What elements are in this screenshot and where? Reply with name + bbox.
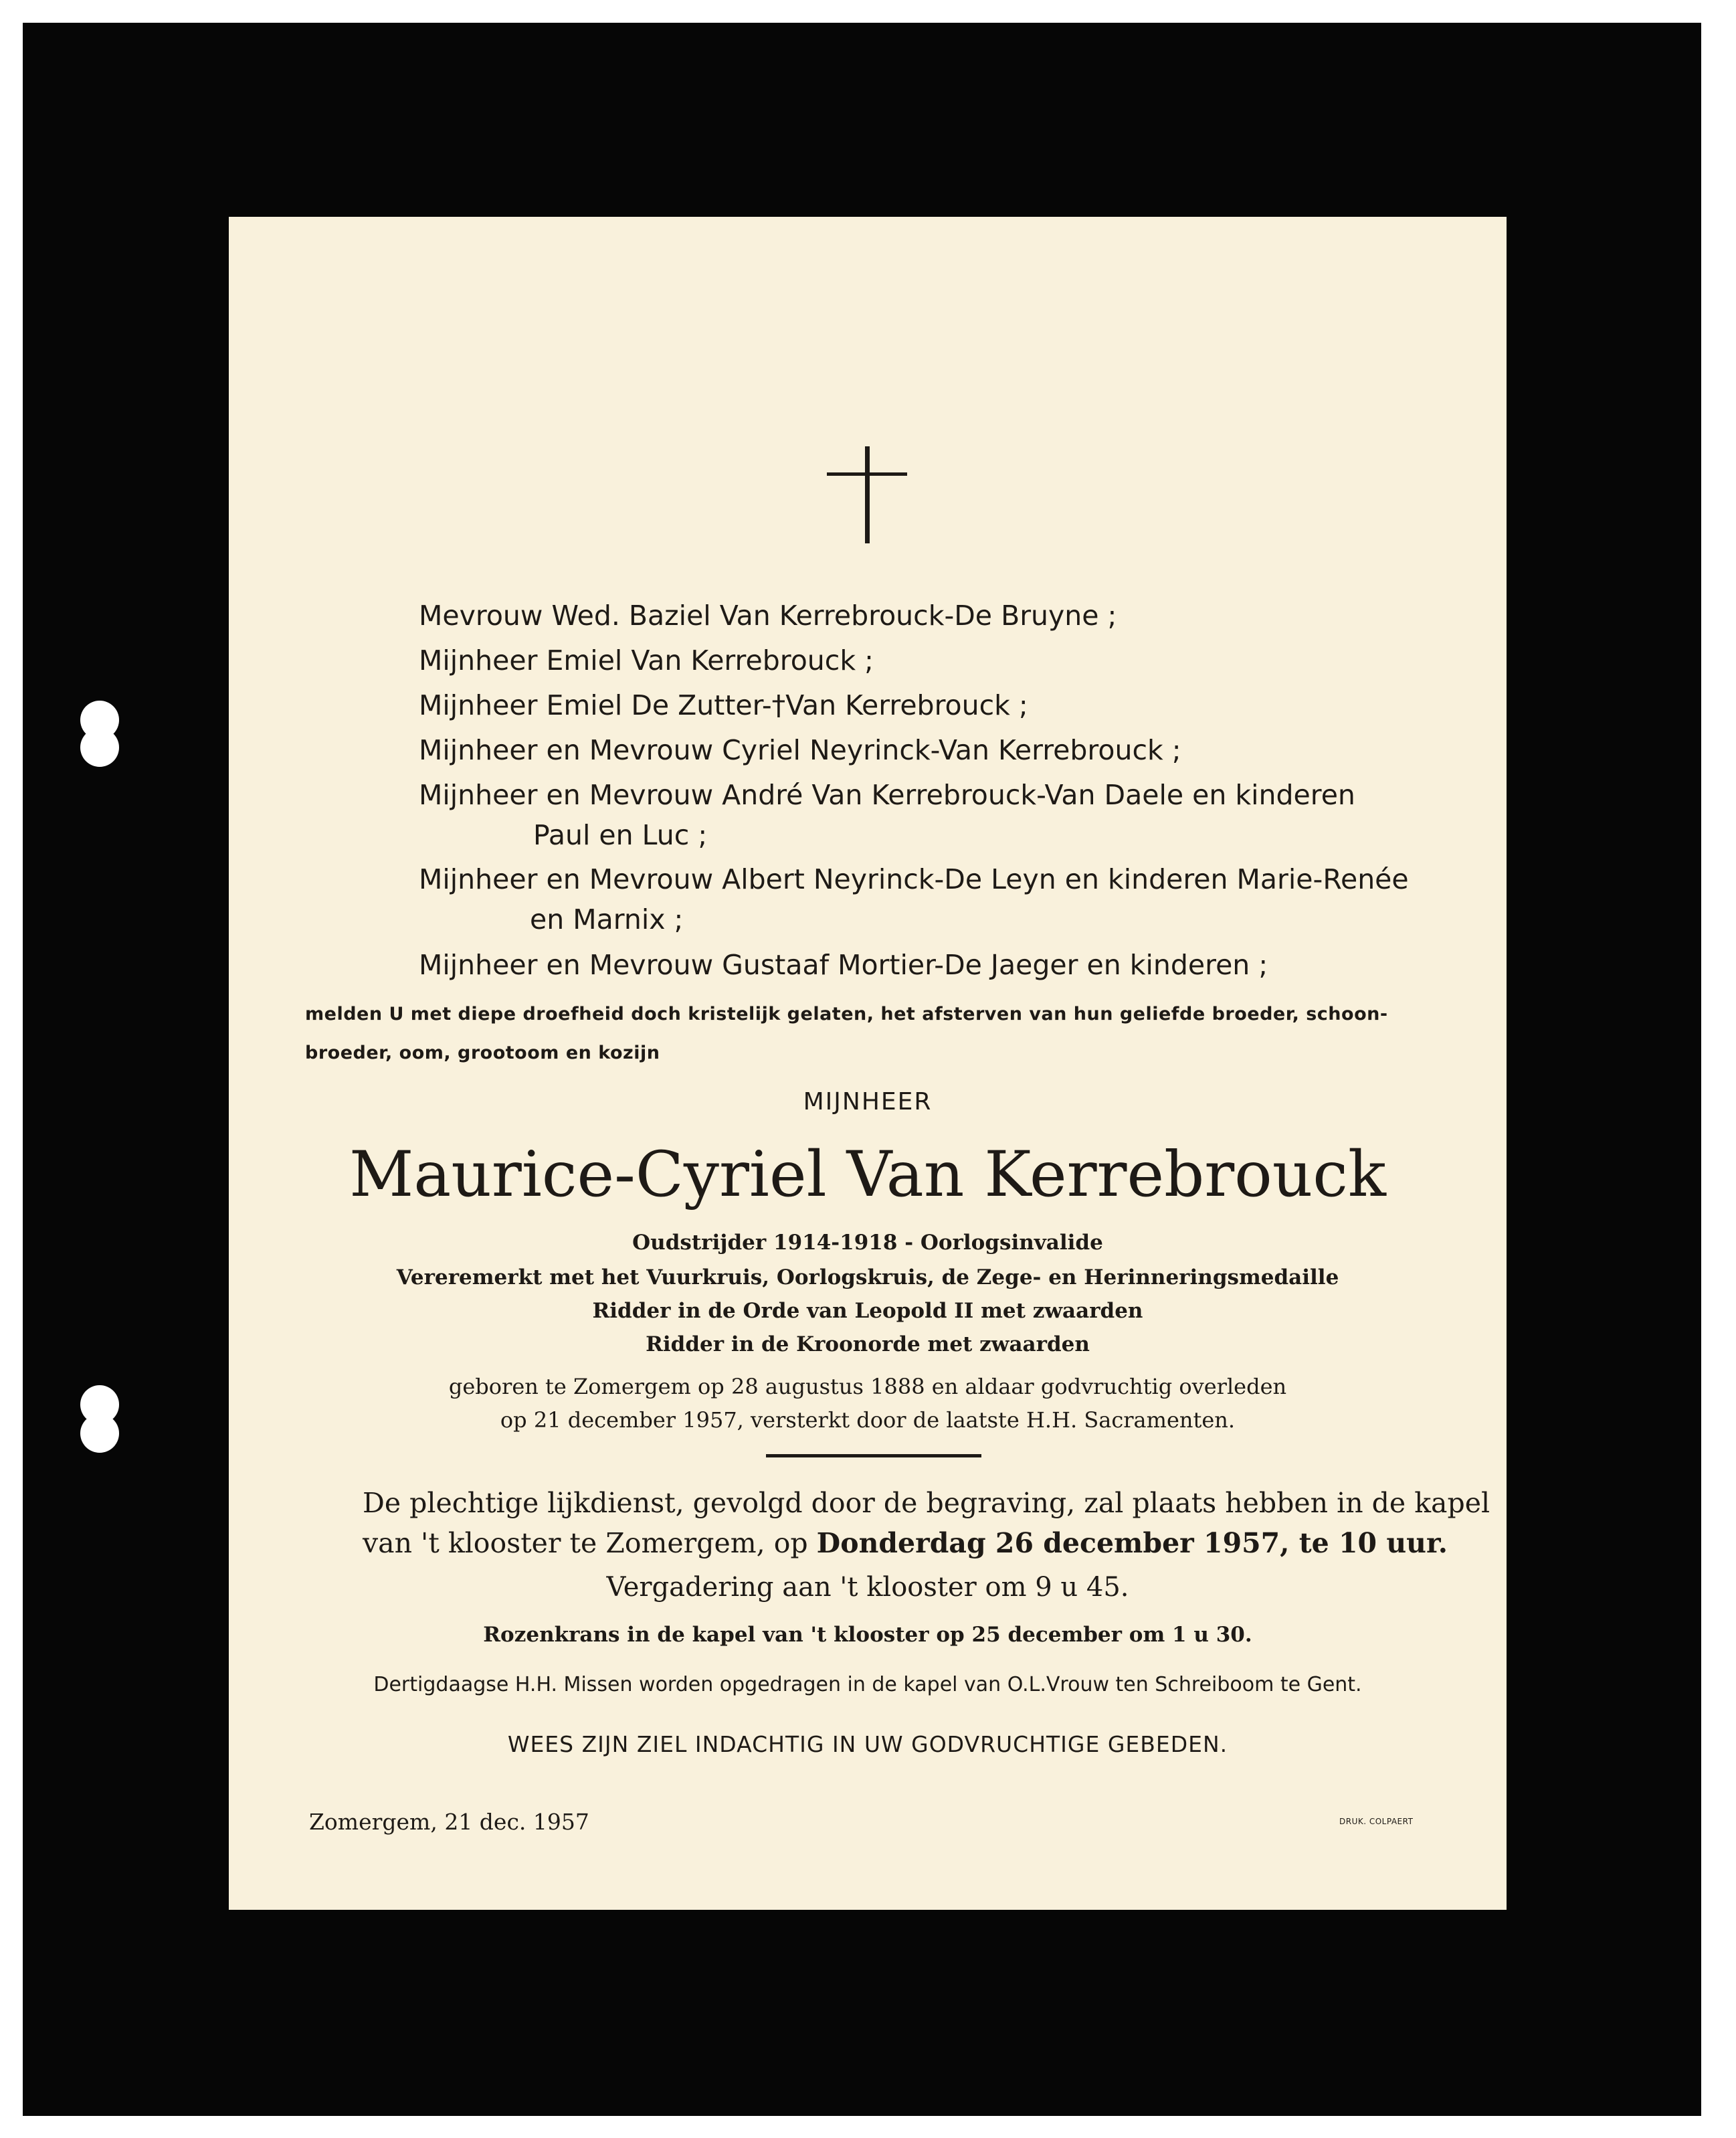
service-line: De plechtige lijkdienst, gevolgd door de begraving, zal plaats hebben in de kapel [363,1487,1490,1519]
title-line: Ridder in de Orde van Leopold II met zwaarden [592,1299,1143,1323]
place-date: Zomergem, 21 dec. 1957 [309,1809,589,1835]
divider-rule [766,1454,981,1457]
service-date-time: Donderdag 26 december 1957, te 10 uur. [816,1527,1448,1559]
service-line-start: van 't klooster te Zomergem, op [363,1527,817,1559]
punch-hole [80,1414,119,1453]
family-line-continued: en Marnix ; [530,903,684,936]
family-line: Mevrouw Wed. Baziel Van Kerrebrouck-De Bruyne ; [419,600,1117,632]
title-line: Vereremerkt met het Vuurkruis, Oorlogskruis, de Zege- en Herinneringsmedaille [396,1265,1339,1289]
title-line: Ridder in de Kroonorde met zwaarden [646,1332,1090,1356]
prayer-request: WEES ZIJN ZIEL INDACHTIG IN UW GODVRUCHTIGE GEBEDEN. [507,1731,1228,1757]
masses-notice: Dertigdaagse H.H. Missen worden opgedragen in de kapel van O.L.Vrouw ten Schreiboom te Gent. [373,1673,1362,1696]
family-line: Mijnheer Emiel Van Kerrebrouck ; [419,644,874,677]
family-line: Mijnheer en Mevrouw André Van Kerrebrouck-Van Daele en kinderen [419,779,1355,811]
birth-death-line: geboren te Zomergem op 28 augustus 1888 en aldaar godvruchtig overleden [448,1374,1287,1399]
title-line: Oudstrijder 1914-1918 - Oorlogsinvalide [632,1231,1103,1255]
family-line: Mijnheer en Mevrouw Gustaaf Mortier-De Jaeger en kinderen ; [419,949,1268,981]
death-notice-card [229,217,1507,1910]
punch-hole [80,728,119,767]
honorific: MIJNHEER [803,1088,933,1116]
birth-death-line: op 21 december 1957, versterkt door de laatste H.H. Sacramenten. [500,1407,1236,1433]
rosary-notice: Rozenkrans in de kapel van 't klooster op 25 december om 1 u 30. [483,1623,1252,1647]
family-line: Mijnheer en Mevrouw Cyriel Neyrinck-Van Kerrebrouck ; [419,734,1181,766]
family-line: Mijnheer en Mevrouw Albert Neyrinck-De Leyn en kinderen Marie-Renée [419,863,1409,895]
family-line-continued: Paul en Luc ; [533,819,708,851]
gathering-time: Vergadering aan 't klooster om 9 u 45. [606,1572,1129,1603]
deceased-name: Maurice-Cyriel Van Kerrebrouck [349,1138,1386,1211]
family-line: Mijnheer Emiel De Zutter-†Van Kerrebrouck ; [419,689,1028,721]
service-line-date [363,1527,1448,1559]
printer-mark: DRUK. COLPAERT [1339,1817,1414,1826]
announcement-line: melden U met diepe droefheid doch kristelijk gelaten, het afsterven van hun geliefde broeder, schoon- [305,1004,1388,1025]
cross-icon [824,441,911,548]
announcement-line: broeder, oom, grootoom en kozijn [305,1043,660,1063]
